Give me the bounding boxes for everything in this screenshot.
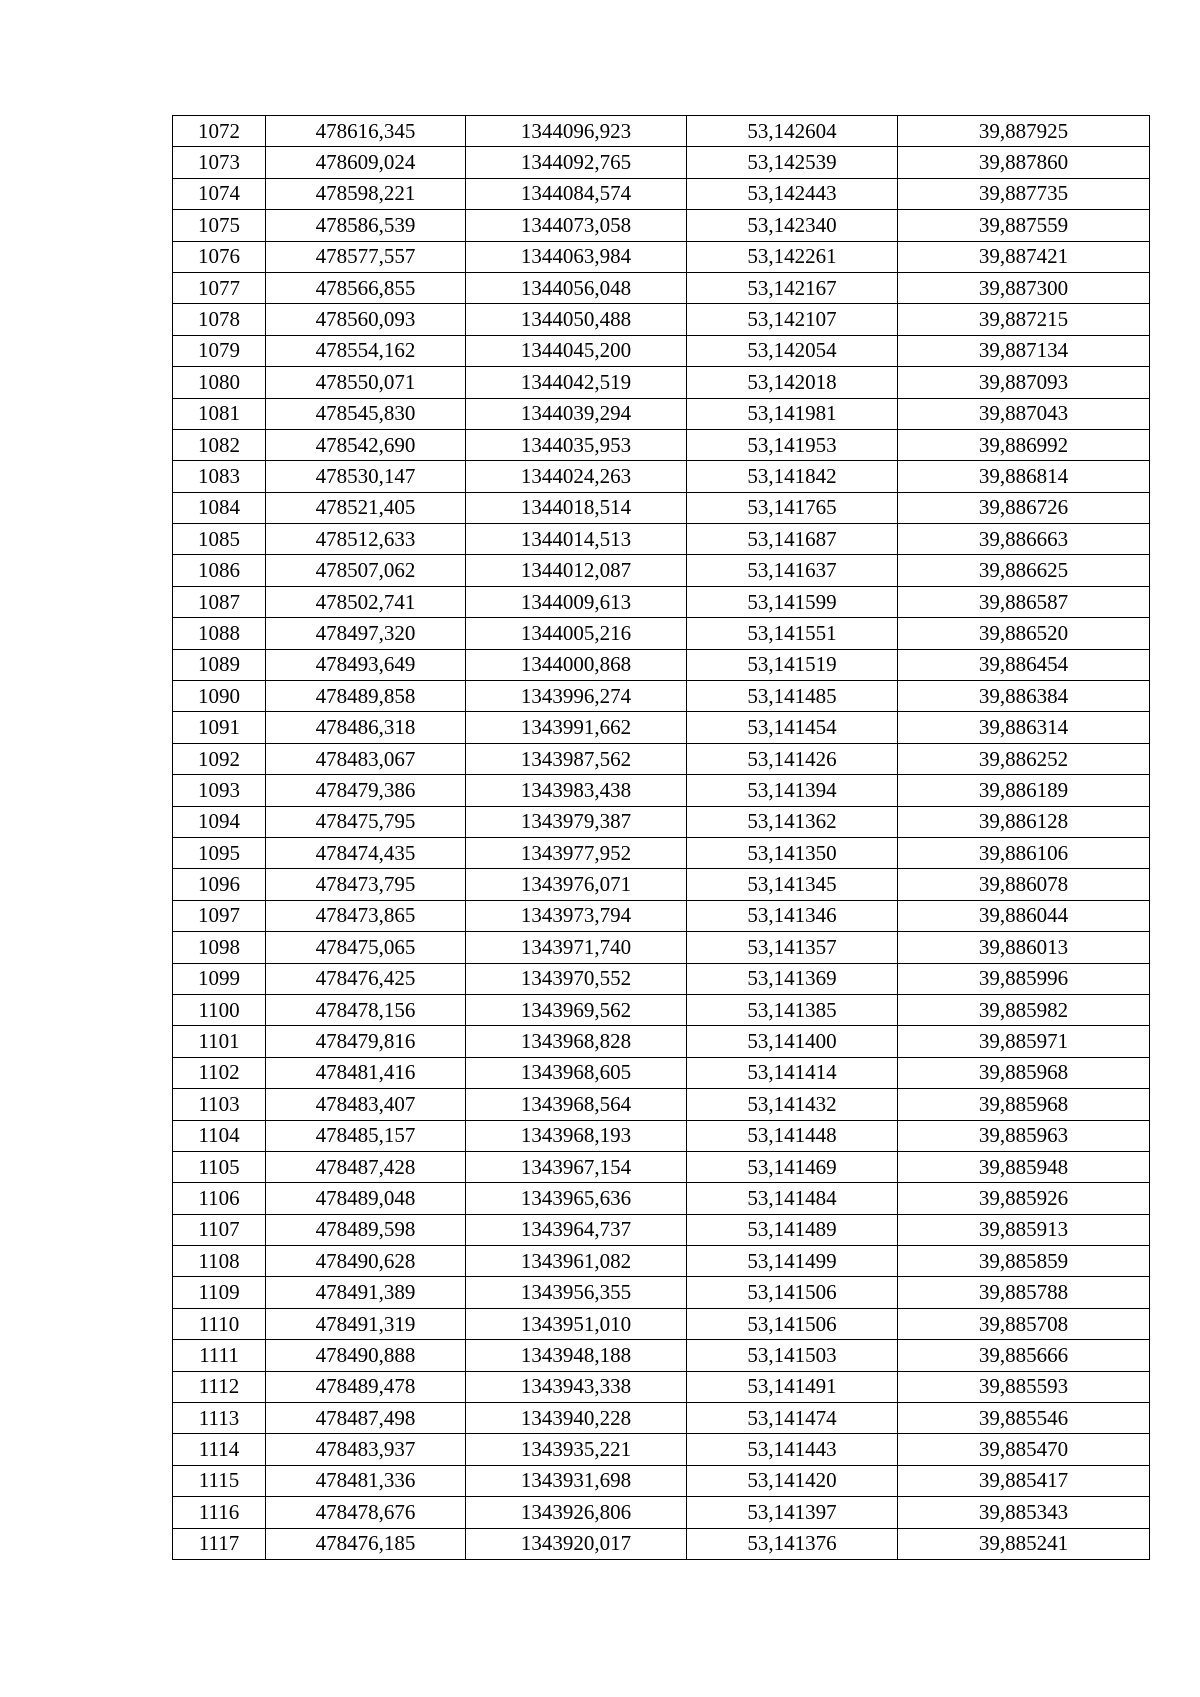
latitude-cell: 53,141362	[687, 806, 898, 837]
y-coordinate-cell: 1343931,698	[466, 1465, 687, 1496]
longitude-cell: 39,885343	[898, 1497, 1150, 1528]
latitude-cell: 53,141420	[687, 1465, 898, 1496]
y-coordinate-cell: 1344014,513	[466, 524, 687, 555]
x-coordinate-cell: 478545,830	[266, 398, 466, 429]
y-coordinate-cell: 1343977,952	[466, 837, 687, 868]
y-coordinate-cell: 1343943,338	[466, 1371, 687, 1402]
y-coordinate-cell: 1344009,613	[466, 586, 687, 617]
y-coordinate-cell: 1344050,488	[466, 304, 687, 335]
x-coordinate-cell: 478485,157	[266, 1120, 466, 1151]
point-number-cell: 1116	[173, 1497, 266, 1528]
longitude-cell: 39,885859	[898, 1246, 1150, 1277]
table-row	[173, 1434, 1150, 1465]
table-row	[173, 1057, 1150, 1088]
table-row	[173, 869, 1150, 900]
point-number-cell: 1085	[173, 524, 266, 555]
x-coordinate-cell: 478487,428	[266, 1151, 466, 1182]
x-coordinate-cell: 478481,416	[266, 1057, 466, 1088]
longitude-cell: 39,885968	[898, 1057, 1150, 1088]
table-row	[173, 586, 1150, 617]
point-number-cell: 1117	[173, 1528, 266, 1559]
table-row	[173, 210, 1150, 241]
point-number-cell: 1076	[173, 241, 266, 272]
x-coordinate-cell: 478577,557	[266, 241, 466, 272]
point-number-cell: 1086	[173, 555, 266, 586]
table-row	[173, 178, 1150, 209]
x-coordinate-cell: 478490,888	[266, 1340, 466, 1371]
table-row	[173, 743, 1150, 774]
longitude-cell: 39,887134	[898, 335, 1150, 366]
y-coordinate-cell: 1343968,605	[466, 1057, 687, 1088]
point-number-cell: 1109	[173, 1277, 266, 1308]
y-coordinate-cell: 1344096,923	[466, 116, 687, 147]
y-coordinate-cell: 1344092,765	[466, 147, 687, 178]
latitude-cell: 53,141484	[687, 1183, 898, 1214]
point-number-cell: 1107	[173, 1214, 266, 1245]
x-coordinate-cell: 478489,858	[266, 681, 466, 712]
y-coordinate-cell: 1343970,552	[466, 963, 687, 994]
longitude-cell: 39,886078	[898, 869, 1150, 900]
x-coordinate-cell: 478483,937	[266, 1434, 466, 1465]
y-coordinate-cell: 1344018,514	[466, 492, 687, 523]
table-row	[173, 1371, 1150, 1402]
longitude-cell: 39,886663	[898, 524, 1150, 555]
latitude-cell: 53,142167	[687, 272, 898, 303]
x-coordinate-cell: 478566,855	[266, 272, 466, 303]
x-coordinate-cell: 478479,386	[266, 775, 466, 806]
point-number-cell: 1108	[173, 1246, 266, 1277]
latitude-cell: 53,141503	[687, 1340, 898, 1371]
y-coordinate-cell: 1343951,010	[466, 1308, 687, 1339]
point-number-cell: 1089	[173, 649, 266, 680]
point-number-cell: 1090	[173, 681, 266, 712]
x-coordinate-cell: 478481,336	[266, 1465, 466, 1496]
table-row	[173, 1340, 1150, 1371]
y-coordinate-cell: 1343971,740	[466, 932, 687, 963]
y-coordinate-cell: 1344000,868	[466, 649, 687, 680]
longitude-cell: 39,887559	[898, 210, 1150, 241]
x-coordinate-cell: 478586,539	[266, 210, 466, 241]
longitude-cell: 39,887043	[898, 398, 1150, 429]
x-coordinate-cell: 478483,067	[266, 743, 466, 774]
table-row	[173, 994, 1150, 1025]
latitude-cell: 53,141519	[687, 649, 898, 680]
point-number-cell: 1084	[173, 492, 266, 523]
longitude-cell: 39,885948	[898, 1151, 1150, 1182]
latitude-cell: 53,141394	[687, 775, 898, 806]
point-number-cell: 1088	[173, 618, 266, 649]
longitude-cell: 39,886314	[898, 712, 1150, 743]
point-number-cell: 1114	[173, 1434, 266, 1465]
table-row	[173, 1089, 1150, 1120]
y-coordinate-cell: 1343976,071	[466, 869, 687, 900]
longitude-cell: 39,886384	[898, 681, 1150, 712]
y-coordinate-cell: 1343935,221	[466, 1434, 687, 1465]
point-number-cell: 1081	[173, 398, 266, 429]
x-coordinate-cell: 478550,071	[266, 367, 466, 398]
y-coordinate-cell: 1343973,794	[466, 900, 687, 931]
point-number-cell: 1098	[173, 932, 266, 963]
table-row	[173, 1026, 1150, 1057]
x-coordinate-cell: 478554,162	[266, 335, 466, 366]
x-coordinate-cell: 478542,690	[266, 429, 466, 460]
x-coordinate-cell: 478489,598	[266, 1214, 466, 1245]
longitude-cell: 39,886587	[898, 586, 1150, 617]
longitude-cell: 39,886044	[898, 900, 1150, 931]
latitude-cell: 53,142261	[687, 241, 898, 272]
x-coordinate-cell: 478497,320	[266, 618, 466, 649]
table-row	[173, 1183, 1150, 1214]
x-coordinate-cell: 478507,062	[266, 555, 466, 586]
longitude-cell: 39,886726	[898, 492, 1150, 523]
latitude-cell: 53,141765	[687, 492, 898, 523]
coordinates-table	[172, 115, 1150, 1560]
longitude-cell: 39,885913	[898, 1214, 1150, 1245]
latitude-cell: 53,141953	[687, 429, 898, 460]
point-number-cell: 1091	[173, 712, 266, 743]
point-number-cell: 1078	[173, 304, 266, 335]
x-coordinate-cell: 478530,147	[266, 461, 466, 492]
y-coordinate-cell: 1343983,438	[466, 775, 687, 806]
point-number-cell: 1075	[173, 210, 266, 241]
point-number-cell: 1079	[173, 335, 266, 366]
longitude-cell: 39,886013	[898, 932, 1150, 963]
latitude-cell: 53,141506	[687, 1277, 898, 1308]
longitude-cell: 39,887300	[898, 272, 1150, 303]
x-coordinate-cell: 478502,741	[266, 586, 466, 617]
point-number-cell: 1102	[173, 1057, 266, 1088]
x-coordinate-cell: 478489,478	[266, 1371, 466, 1402]
longitude-cell: 39,885971	[898, 1026, 1150, 1057]
point-number-cell: 1097	[173, 900, 266, 931]
latitude-cell: 53,142107	[687, 304, 898, 335]
x-coordinate-cell: 478473,865	[266, 900, 466, 931]
table-row	[173, 492, 1150, 523]
longitude-cell: 39,886992	[898, 429, 1150, 460]
longitude-cell: 39,885982	[898, 994, 1150, 1025]
y-coordinate-cell: 1343961,082	[466, 1246, 687, 1277]
point-number-cell: 1112	[173, 1371, 266, 1402]
longitude-cell: 39,887215	[898, 304, 1150, 335]
latitude-cell: 53,142604	[687, 116, 898, 147]
longitude-cell: 39,885241	[898, 1528, 1150, 1559]
longitude-cell: 39,885963	[898, 1120, 1150, 1151]
x-coordinate-cell: 478609,024	[266, 147, 466, 178]
latitude-cell: 53,142539	[687, 147, 898, 178]
coordinates-table-body	[173, 116, 1150, 1560]
y-coordinate-cell: 1344045,200	[466, 335, 687, 366]
y-coordinate-cell: 1343979,387	[466, 806, 687, 837]
latitude-cell: 53,141385	[687, 994, 898, 1025]
x-coordinate-cell: 478473,795	[266, 869, 466, 900]
y-coordinate-cell: 1343968,828	[466, 1026, 687, 1057]
table-row	[173, 524, 1150, 555]
y-coordinate-cell: 1343968,193	[466, 1120, 687, 1151]
point-number-cell: 1096	[173, 869, 266, 900]
table-row	[173, 932, 1150, 963]
longitude-cell: 39,885417	[898, 1465, 1150, 1496]
latitude-cell: 53,141506	[687, 1308, 898, 1339]
x-coordinate-cell: 478493,649	[266, 649, 466, 680]
y-coordinate-cell: 1343969,562	[466, 994, 687, 1025]
latitude-cell: 53,141376	[687, 1528, 898, 1559]
table-row	[173, 1497, 1150, 1528]
point-number-cell: 1113	[173, 1403, 266, 1434]
point-number-cell: 1110	[173, 1308, 266, 1339]
latitude-cell: 53,141842	[687, 461, 898, 492]
table-row	[173, 963, 1150, 994]
latitude-cell: 53,141489	[687, 1214, 898, 1245]
latitude-cell: 53,141369	[687, 963, 898, 994]
latitude-cell: 53,141448	[687, 1120, 898, 1151]
latitude-cell: 53,141345	[687, 869, 898, 900]
longitude-cell: 39,885666	[898, 1340, 1150, 1371]
longitude-cell: 39,887860	[898, 147, 1150, 178]
y-coordinate-cell: 1344042,519	[466, 367, 687, 398]
longitude-cell: 39,886128	[898, 806, 1150, 837]
longitude-cell: 39,886454	[898, 649, 1150, 680]
y-coordinate-cell: 1343926,806	[466, 1497, 687, 1528]
longitude-cell: 39,885593	[898, 1371, 1150, 1402]
x-coordinate-cell: 478474,435	[266, 837, 466, 868]
table-row	[173, 1277, 1150, 1308]
y-coordinate-cell: 1343920,017	[466, 1528, 687, 1559]
latitude-cell: 53,141426	[687, 743, 898, 774]
latitude-cell: 53,142018	[687, 367, 898, 398]
x-coordinate-cell: 478491,319	[266, 1308, 466, 1339]
point-number-cell: 1074	[173, 178, 266, 209]
longitude-cell: 39,886252	[898, 743, 1150, 774]
y-coordinate-cell: 1343964,737	[466, 1214, 687, 1245]
longitude-cell: 39,886625	[898, 555, 1150, 586]
table-row	[173, 116, 1150, 147]
latitude-cell: 53,141637	[687, 555, 898, 586]
x-coordinate-cell: 478475,795	[266, 806, 466, 837]
y-coordinate-cell: 1344084,574	[466, 178, 687, 209]
latitude-cell: 53,141414	[687, 1057, 898, 1088]
table-row	[173, 429, 1150, 460]
table-row	[173, 1120, 1150, 1151]
latitude-cell: 53,141397	[687, 1497, 898, 1528]
table-row	[173, 618, 1150, 649]
x-coordinate-cell: 478598,221	[266, 178, 466, 209]
longitude-cell: 39,885926	[898, 1183, 1150, 1214]
point-number-cell: 1100	[173, 994, 266, 1025]
longitude-cell: 39,887093	[898, 367, 1150, 398]
longitude-cell: 39,885968	[898, 1089, 1150, 1120]
y-coordinate-cell: 1343940,228	[466, 1403, 687, 1434]
point-number-cell: 1106	[173, 1183, 266, 1214]
x-coordinate-cell: 478476,185	[266, 1528, 466, 1559]
longitude-cell: 39,886814	[898, 461, 1150, 492]
y-coordinate-cell: 1343965,636	[466, 1183, 687, 1214]
latitude-cell: 53,141432	[687, 1089, 898, 1120]
point-number-cell: 1077	[173, 272, 266, 303]
table-row	[173, 712, 1150, 743]
table-row	[173, 806, 1150, 837]
table-row	[173, 1403, 1150, 1434]
table-row	[173, 335, 1150, 366]
point-number-cell: 1115	[173, 1465, 266, 1496]
x-coordinate-cell: 478479,816	[266, 1026, 466, 1057]
x-coordinate-cell: 478512,633	[266, 524, 466, 555]
latitude-cell: 53,141350	[687, 837, 898, 868]
point-number-cell: 1111	[173, 1340, 266, 1371]
latitude-cell: 53,141469	[687, 1151, 898, 1182]
table-row	[173, 241, 1150, 272]
point-number-cell: 1072	[173, 116, 266, 147]
point-number-cell: 1082	[173, 429, 266, 460]
point-number-cell: 1083	[173, 461, 266, 492]
x-coordinate-cell: 478489,048	[266, 1183, 466, 1214]
latitude-cell: 53,141981	[687, 398, 898, 429]
latitude-cell: 53,142054	[687, 335, 898, 366]
table-row	[173, 681, 1150, 712]
table-row	[173, 304, 1150, 335]
longitude-cell: 39,886520	[898, 618, 1150, 649]
latitude-cell: 53,141485	[687, 681, 898, 712]
latitude-cell: 53,141454	[687, 712, 898, 743]
x-coordinate-cell: 478487,498	[266, 1403, 466, 1434]
latitude-cell: 53,141551	[687, 618, 898, 649]
y-coordinate-cell: 1344073,058	[466, 210, 687, 241]
table-row	[173, 461, 1150, 492]
point-number-cell: 1101	[173, 1026, 266, 1057]
y-coordinate-cell: 1344035,953	[466, 429, 687, 460]
x-coordinate-cell: 478478,676	[266, 1497, 466, 1528]
latitude-cell: 53,141599	[687, 586, 898, 617]
x-coordinate-cell: 478475,065	[266, 932, 466, 963]
longitude-cell: 39,887925	[898, 116, 1150, 147]
point-number-cell: 1105	[173, 1151, 266, 1182]
latitude-cell: 53,141443	[687, 1434, 898, 1465]
point-number-cell: 1099	[173, 963, 266, 994]
y-coordinate-cell: 1343967,154	[466, 1151, 687, 1182]
latitude-cell: 53,141400	[687, 1026, 898, 1057]
x-coordinate-cell: 478560,093	[266, 304, 466, 335]
x-coordinate-cell: 478476,425	[266, 963, 466, 994]
table-row	[173, 775, 1150, 806]
longitude-cell: 39,887421	[898, 241, 1150, 272]
longitude-cell: 39,885788	[898, 1277, 1150, 1308]
x-coordinate-cell: 478491,389	[266, 1277, 466, 1308]
latitude-cell: 53,142443	[687, 178, 898, 209]
y-coordinate-cell: 1344012,087	[466, 555, 687, 586]
table-row	[173, 837, 1150, 868]
y-coordinate-cell: 1343987,562	[466, 743, 687, 774]
point-number-cell: 1103	[173, 1089, 266, 1120]
table-row	[173, 649, 1150, 680]
table-row	[173, 367, 1150, 398]
latitude-cell: 53,141499	[687, 1246, 898, 1277]
table-row	[173, 1246, 1150, 1277]
longitude-cell: 39,886106	[898, 837, 1150, 868]
table-row	[173, 147, 1150, 178]
point-number-cell: 1093	[173, 775, 266, 806]
point-number-cell: 1087	[173, 586, 266, 617]
y-coordinate-cell: 1343991,662	[466, 712, 687, 743]
latitude-cell: 53,141687	[687, 524, 898, 555]
y-coordinate-cell: 1344005,216	[466, 618, 687, 649]
longitude-cell: 39,887735	[898, 178, 1150, 209]
table-row	[173, 1528, 1150, 1559]
latitude-cell: 53,142340	[687, 210, 898, 241]
latitude-cell: 53,141346	[687, 900, 898, 931]
table-row	[173, 1465, 1150, 1496]
longitude-cell: 39,885470	[898, 1434, 1150, 1465]
table-row	[173, 1214, 1150, 1245]
y-coordinate-cell: 1344056,048	[466, 272, 687, 303]
y-coordinate-cell: 1343948,188	[466, 1340, 687, 1371]
longitude-cell: 39,885546	[898, 1403, 1150, 1434]
point-number-cell: 1073	[173, 147, 266, 178]
table-row	[173, 1151, 1150, 1182]
longitude-cell: 39,885996	[898, 963, 1150, 994]
y-coordinate-cell: 1344024,263	[466, 461, 687, 492]
point-number-cell: 1094	[173, 806, 266, 837]
table-row	[173, 398, 1150, 429]
latitude-cell: 53,141491	[687, 1371, 898, 1402]
table-row	[173, 900, 1150, 931]
table-row	[173, 272, 1150, 303]
point-number-cell: 1080	[173, 367, 266, 398]
x-coordinate-cell: 478478,156	[266, 994, 466, 1025]
point-number-cell: 1095	[173, 837, 266, 868]
x-coordinate-cell: 478521,405	[266, 492, 466, 523]
x-coordinate-cell: 478483,407	[266, 1089, 466, 1120]
longitude-cell: 39,886189	[898, 775, 1150, 806]
latitude-cell: 53,141357	[687, 932, 898, 963]
y-coordinate-cell: 1343996,274	[466, 681, 687, 712]
point-number-cell: 1092	[173, 743, 266, 774]
x-coordinate-cell: 478490,628	[266, 1246, 466, 1277]
latitude-cell: 53,141474	[687, 1403, 898, 1434]
y-coordinate-cell: 1343956,355	[466, 1277, 687, 1308]
table-row	[173, 555, 1150, 586]
longitude-cell: 39,885708	[898, 1308, 1150, 1339]
point-number-cell: 1104	[173, 1120, 266, 1151]
y-coordinate-cell: 1344039,294	[466, 398, 687, 429]
x-coordinate-cell: 478616,345	[266, 116, 466, 147]
y-coordinate-cell: 1343968,564	[466, 1089, 687, 1120]
y-coordinate-cell: 1344063,984	[466, 241, 687, 272]
x-coordinate-cell: 478486,318	[266, 712, 466, 743]
table-row	[173, 1308, 1150, 1339]
